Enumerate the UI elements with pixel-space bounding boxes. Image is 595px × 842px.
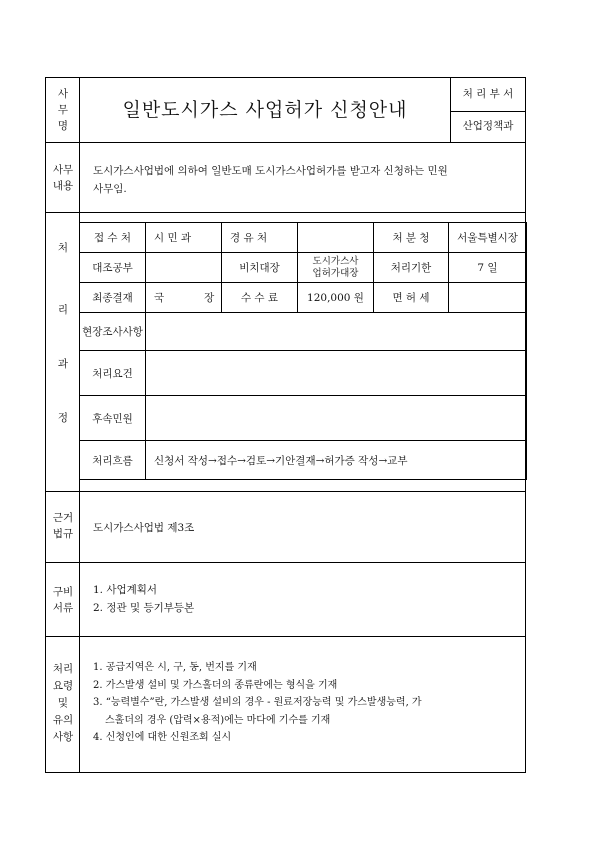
notes-label <box>50 661 76 746</box>
via-value <box>298 223 374 253</box>
content-label-line: 사무 <box>52 164 74 176</box>
notes-label-line: 처리 <box>52 663 74 675</box>
list-item: 1. 공급지역은 시, 구, 동, 번지를 기재 <box>93 662 257 673</box>
final-approval-label: 최종결재 <box>80 283 146 313</box>
table-row <box>80 253 527 283</box>
site-survey-label: 현장조사사항 <box>80 313 146 351</box>
dept-label: 처 리 부 서 <box>462 88 514 100</box>
side-label-char: 명 <box>57 120 69 132</box>
content-text-line2: 사무임. <box>93 183 127 195</box>
basis-label-line: 법규 <box>52 528 74 540</box>
table-row <box>80 313 527 351</box>
process-side-char: 처 <box>57 242 69 254</box>
side-label-samumyeong <box>52 86 74 134</box>
deadline-value: 7 일 <box>449 253 527 283</box>
final-approval-char: 장 <box>204 292 215 304</box>
side-label-char: 사 <box>57 88 69 100</box>
content-label <box>50 162 76 194</box>
authority-label: 처 분 청 <box>374 223 449 253</box>
table-row <box>80 223 527 253</box>
reception-label: 접 수 처 <box>80 223 146 253</box>
notes-label-line: 요령 <box>52 680 74 692</box>
ledger-value-line: 업허가대장 <box>312 267 359 279</box>
table-row <box>80 283 527 313</box>
flow-value: 신청서 작성→접수→검토→기안결재→허가증 작성→교부 <box>146 441 527 480</box>
final-approval-value <box>146 283 222 313</box>
site-survey-value <box>146 313 527 351</box>
license-tax-label: 면 허 세 <box>374 283 449 313</box>
content-bottom-line <box>45 212 526 213</box>
process-side-char: 리 <box>57 304 69 316</box>
header-bottom-line <box>45 142 526 143</box>
table-row <box>80 396 527 441</box>
deadline-label: 처리기한 <box>374 253 449 283</box>
dept-divider <box>450 111 526 112</box>
list-item: 3. “능력별수”란, 가스발생 설비의 경우 - 원료저장능력 및 가스발생능력, 가 <box>93 697 422 708</box>
process-side-char: 정 <box>57 412 69 424</box>
list-item: 스홀더의 경우 (압력×용적)에는 마다에 기수를 기재 <box>105 714 331 726</box>
fee-label: 수 수 료 <box>222 283 298 313</box>
documents-list <box>93 582 194 617</box>
documents-bottom-line <box>45 636 526 637</box>
ledger-compare-value <box>146 253 222 283</box>
documents-label-line: 서류 <box>52 602 74 614</box>
basis-bottom-line <box>45 562 526 563</box>
reception-value: 시 민 과 <box>146 223 222 253</box>
page-title: 일반도시가스 사업허가 신청안내 <box>122 98 408 121</box>
ledger-value-line: 도시가스사 <box>312 255 359 267</box>
basis-label-line: 근거 <box>52 512 74 524</box>
via-label: 경 유 처 <box>222 223 298 253</box>
list-item: 1. 사업계획서 <box>93 584 158 596</box>
notes-label-line: 사항 <box>52 731 74 743</box>
documents-label <box>50 584 76 616</box>
process-side-char: 과 <box>57 358 69 370</box>
fee-value: 120,000 원 <box>298 283 374 313</box>
notes-label-line: 유의 <box>52 714 74 726</box>
content-label-line: 내용 <box>52 180 74 192</box>
ledger-label: 비치대장 <box>222 253 298 283</box>
notes-label-line: 및 <box>57 697 69 709</box>
requirements-value <box>146 351 527 396</box>
list-item: 2. 정관 및 등기부등본 <box>93 601 195 614</box>
final-approval-char: 국 <box>154 292 165 304</box>
list-item: 4. 신청인에 대한 신원조회 실시 <box>93 732 232 743</box>
dept-value: 산업정책과 <box>462 120 514 132</box>
authority-value: 서울특별시장 <box>449 223 527 253</box>
license-tax-value <box>449 283 527 313</box>
documents-label-line: 구비 <box>52 586 74 598</box>
side-label-char: 무 <box>57 104 69 116</box>
ledger-compare-label: 대조공부 <box>80 253 146 283</box>
process-bottom-line <box>45 491 526 492</box>
process-table <box>79 222 527 480</box>
notes-list <box>93 659 422 747</box>
list-item: 2. 가스발생 설비 및 가스홀더의 종류란에는 형식을 기재 <box>93 679 338 691</box>
process-side-label <box>52 238 74 428</box>
followup-label: 후속민원 <box>80 396 146 441</box>
followup-value <box>146 396 527 441</box>
flow-label: 처리흐름 <box>80 441 146 480</box>
table-row <box>80 441 527 480</box>
requirements-label: 처리요건 <box>80 351 146 396</box>
basis-label <box>50 510 76 542</box>
content-text-line1: 도시가스사업법에 의하여 일반도매 도시가스사업허가를 받고자 신청하는 민원 <box>93 165 448 177</box>
table-row <box>80 351 527 396</box>
basis-value: 도시가스사업법 제3조 <box>93 522 195 534</box>
ledger-value <box>298 253 374 283</box>
